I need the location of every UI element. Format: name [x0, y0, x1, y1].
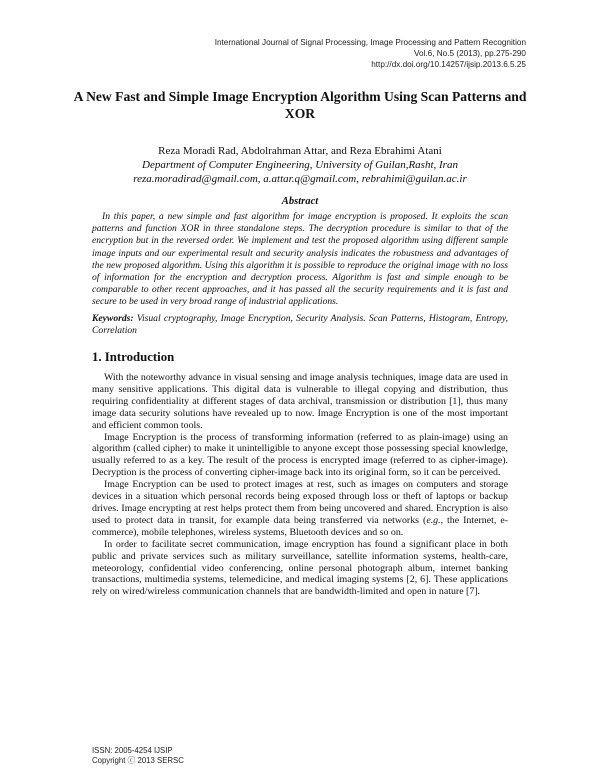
introduction-body — [92, 372, 508, 598]
paragraph-text: , the Internet, e-commerce), mobile telephones, wireless systems, Bluetooth devices and so on. — [92, 514, 508, 538]
author-block — [60, 144, 540, 186]
journal-volume: Vol.6, No.5 (2013), pp.275-290 — [414, 49, 526, 58]
doi-link[interactable]: http://dx.doi.org/10.14257/ijsip.2013.6.5.25 — [371, 60, 526, 69]
journal-name: International Journal of Signal Processing, Image Processing and Pattern Recognition — [214, 38, 526, 47]
paper-title: A New Fast and Simple Image Encryption Algorithm Using Scan Patterns and XOR — [73, 89, 527, 121]
paragraph: In order to facilitate secret communication, image encryption has found a significant place in both public and private services such as military surveillance, satellite information systems, health-care, meteorology, confidential video conferencing, online personal photograph album, internet banking transactions, multimedia systems, telemedicine, and medical imaging systems [2, 6]. These applications rely on wired/wireless communication channels that are bandwidth-limited and open in nature [7]. — [92, 538, 508, 598]
author-emails: reza.moradirad@gmail.com, a.attar.q@gmail.com, rebrahimi@guilan.ac.ir — [133, 173, 467, 185]
author-names: Reza Moradi Rad, Abdolrahman Attar, and Reza Ebrahimi Atani — [158, 145, 442, 157]
issn: ISSN: 2005-4254 IJSIP — [92, 746, 173, 755]
keywords — [92, 313, 508, 337]
keywords-label: Keywords: — [92, 313, 134, 324]
abstract-text: In this paper, a new simple and fast algorithm for image encryption is proposed. It exploits the scan patterns and function XOR in three standalone steps. The decryption procedure is similar to that of the encryption but in the reversed order. We implement and test the proposed algorithm using different sample image inputs and our experimental result and security analysis indicates the robustness and advantages of the new proposed algorithm. Using this algorithm it is possible to reproduce the original image with no loss of information for the encryption and decryption process. Algorithm is fast and simple enough to be comparable to other recent approaches, and it has passed all the security requirements and it is fast and secure to be used in very broad range of industrial applications. — [92, 211, 508, 308]
paragraph — [92, 479, 508, 539]
paragraph: With the noteworthy advance in visual sensing and image analysis techniques, image data are used in many sensitive applications. This digital data is vulnerable to illegal copying and distribution, thus requiring confidentiality at different stages of data archival, transmission or distribution [1], thus many image data security solutions have revealed up to now. Image Encryption is one of the most important and efficient common tools. — [92, 372, 508, 431]
journal-header — [86, 37, 526, 70]
abstract-heading: Abstract — [281, 196, 319, 207]
page-footer — [92, 746, 184, 766]
section-heading-introduction: 1. Introduction — [92, 350, 175, 364]
copyright: Copyright ⓒ 2013 SERSC — [92, 756, 184, 765]
affiliation: Department of Computer Engineering, University of Guilan,Rasht, Iran — [142, 159, 458, 171]
keywords-text: Visual cryptography, Image Encryption, Security Analysis. Scan Patterns, Histogram, Entropy, Correlation — [92, 313, 508, 337]
paragraph-emphasis: e.g. — [426, 514, 441, 526]
paragraph: Image Encryption is the process of transforming information (referred to as plain-image) using an algorithm (called cipher) to make it unintelligible to anyone except those possessing special knowledge, usually referred to as a key. The result of the process is encrypted image (referred to as cipher-image). Decryption is the process of converting cipher-image back into its original form, so it can be perceived. — [92, 431, 508, 479]
paragraph-text: Image Encryption can be used to protect images at rest, such as images on computers and storage devices in a situation which personal records being exposed through loss or theft of laptops or backup drives. Image encrypting at rest helps protect them from being uncovered and shared. Encryption is also used to protect data in transit, for example data being transferred via networks ( — [92, 479, 508, 526]
